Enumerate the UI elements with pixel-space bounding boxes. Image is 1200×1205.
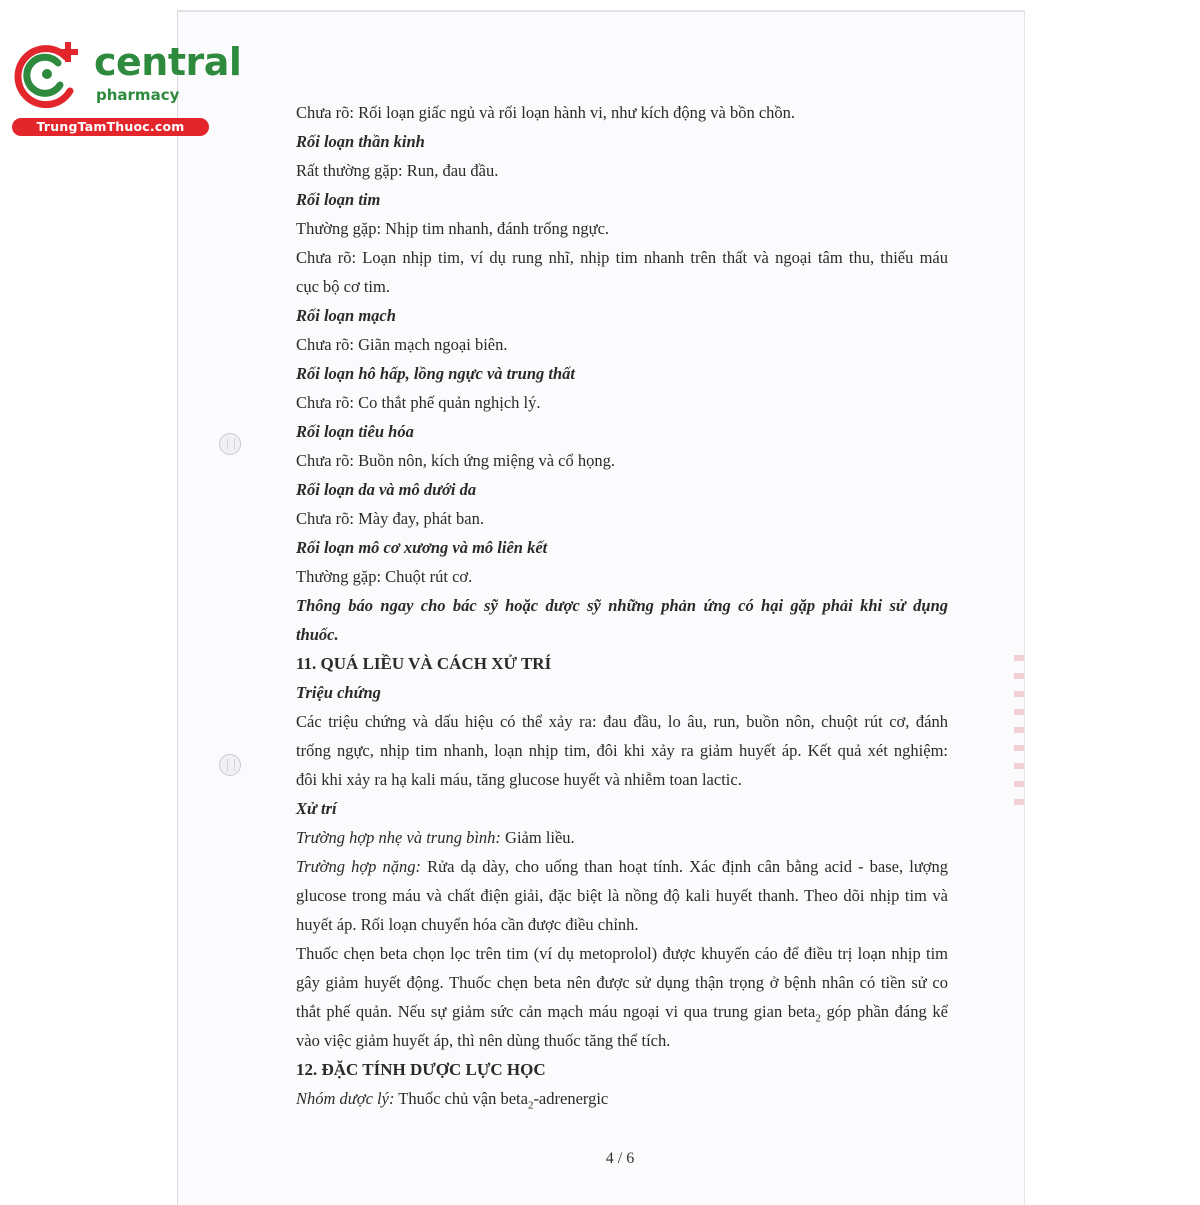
text-line: Chưa rõ: Buồn nôn, kích ứng miệng và cổ họng. [296, 451, 615, 470]
page-footer [0, 1150, 1200, 1168]
text-line: vào việc giảm huyết áp, thì nên dùng thuốc tăng thể tích. [296, 1031, 671, 1050]
scan-edge [178, 10, 1024, 12]
site-url-badge[interactable]: TrungTamThuoc.com [12, 118, 209, 136]
section-heading: Rối loạn mạch [296, 306, 396, 325]
text-line [296, 1084, 948, 1120]
case-label: Trường hợp nặng: [296, 857, 422, 876]
red-stamp-mark [1014, 655, 1024, 805]
text-line: huyết áp. Rối loạn chuyển hóa cần được điều chỉnh. [296, 915, 639, 934]
brand-subtitle: pharmacy [96, 86, 180, 104]
text-line: gây giảm huyết động. Thuốc chẹn beta nên được sử dụng thận trọng ở bệnh nhân có tiền sử co [296, 973, 948, 992]
text-segment: góp phần đáng kể [820, 1002, 948, 1021]
text-line [296, 997, 948, 1026]
case-label: Trường hợp nhẹ và trung bình: [296, 828, 501, 847]
page-number: 4 / 6 [605, 1150, 635, 1167]
central-pharmacy-logo[interactable] [10, 37, 242, 137]
text-line: Chưa rõ: Giãn mạch ngoại biên. [296, 335, 508, 354]
punch-hole-upper [219, 433, 241, 455]
text-line: Các triệu chứng và dấu hiệu có thể xảy ra: đau đầu, lo âu, run, buồn nôn, chuột rút cơ, đánh [296, 712, 948, 731]
warning-text: Thông báo ngay cho bác sỹ hoặc dược sỹ những phản ứng có hại gặp phải khi sử dụng [296, 596, 948, 615]
section-heading: Rối loạn thần kinh [296, 132, 425, 151]
section-heading: Rối loạn da và mô dưới da [296, 480, 477, 499]
text-line [296, 823, 948, 852]
text-line: glucose trong máu và chất điện giải, đặc biệt là nồng độ kali huyết thanh. Theo dõi nhịp tim và [296, 886, 948, 905]
section-heading: Rối loạn tim [296, 190, 381, 209]
section-heading: Rối loạn hô hấp, lồng ngực và trung thất [296, 364, 576, 383]
text-line: Thường gặp: Nhịp tim nhanh, đánh trống ngực. [296, 219, 610, 238]
subscript: 2 [527, 1099, 534, 1112]
text-line [296, 852, 948, 881]
case-text: Giảm liều. [500, 828, 575, 847]
text-line: Chưa rõ: Mày đay, phát ban. [296, 509, 484, 528]
text-line: Thường gặp: Chuột rút cơ. [296, 567, 473, 586]
text-line: Chưa rõ: Rối loạn giấc ngủ và rối loạn hành vi, như kích động và bồn chồn. [296, 103, 796, 122]
section-heading: Rối loạn tiêu hóa [296, 422, 414, 441]
punch-hole-lower [219, 754, 241, 776]
document-body [296, 98, 948, 1120]
text-line: Chưa rõ: Loạn nhịp tim, ví dụ rung nhĩ, nhịp tim nhanh trên thất và ngoại tâm thu, thiếu máu [296, 248, 948, 267]
warning-text: thuốc. [296, 625, 339, 644]
brand-name: central [94, 40, 242, 84]
section-heading: Xử trí [296, 799, 337, 818]
case-text: Rửa dạ dày, cho uống than hoạt tính. Xác định cân bằng acid - base, lượng [421, 857, 948, 876]
label: Nhóm dược lý: [296, 1089, 395, 1108]
text-line: Chưa rõ: Co thắt phế quản nghịch lý. [296, 393, 541, 412]
chapter-heading-12: 12. ĐẶC TÍNH DƯỢC LỰC HỌC [296, 1060, 546, 1079]
subscript: 2 [815, 1012, 821, 1025]
chapter-heading-11: 11. QUÁ LIỀU VÀ CÁCH XỬ TRÍ [296, 654, 552, 673]
text-line: Rất thường gặp: Run, đau đầu. [296, 161, 499, 180]
text-line: trống ngực, nhịp tim nhanh, loạn nhịp tim, đôi khi xảy ra giảm huyết áp. Kết quả xét nghiệm: [296, 741, 948, 760]
text-segment: -adrenergic [533, 1089, 609, 1108]
text-segment: Thuốc chủ vận beta [394, 1089, 528, 1108]
text-line: Thuốc chẹn beta chọn lọc trên tim (ví dụ metoprolol) được khuyến cáo để điều trị loạn nhịp tim [296, 944, 948, 963]
text-segment: thắt phế quản. Nếu sự giảm sức cản mạch máu ngoại vi qua trung gian beta [296, 1002, 816, 1021]
section-heading: Rối loạn mô cơ xương và mô liên kết [296, 538, 548, 557]
text-line: đôi khi xảy ra hạ kali máu, tăng glucose huyết và nhiễm toan lactic. [296, 770, 742, 789]
section-heading: Triệu chứng [296, 683, 381, 702]
text-line: cục bộ cơ tim. [296, 277, 390, 296]
pharmacy-cross-logo-icon [10, 37, 92, 109]
